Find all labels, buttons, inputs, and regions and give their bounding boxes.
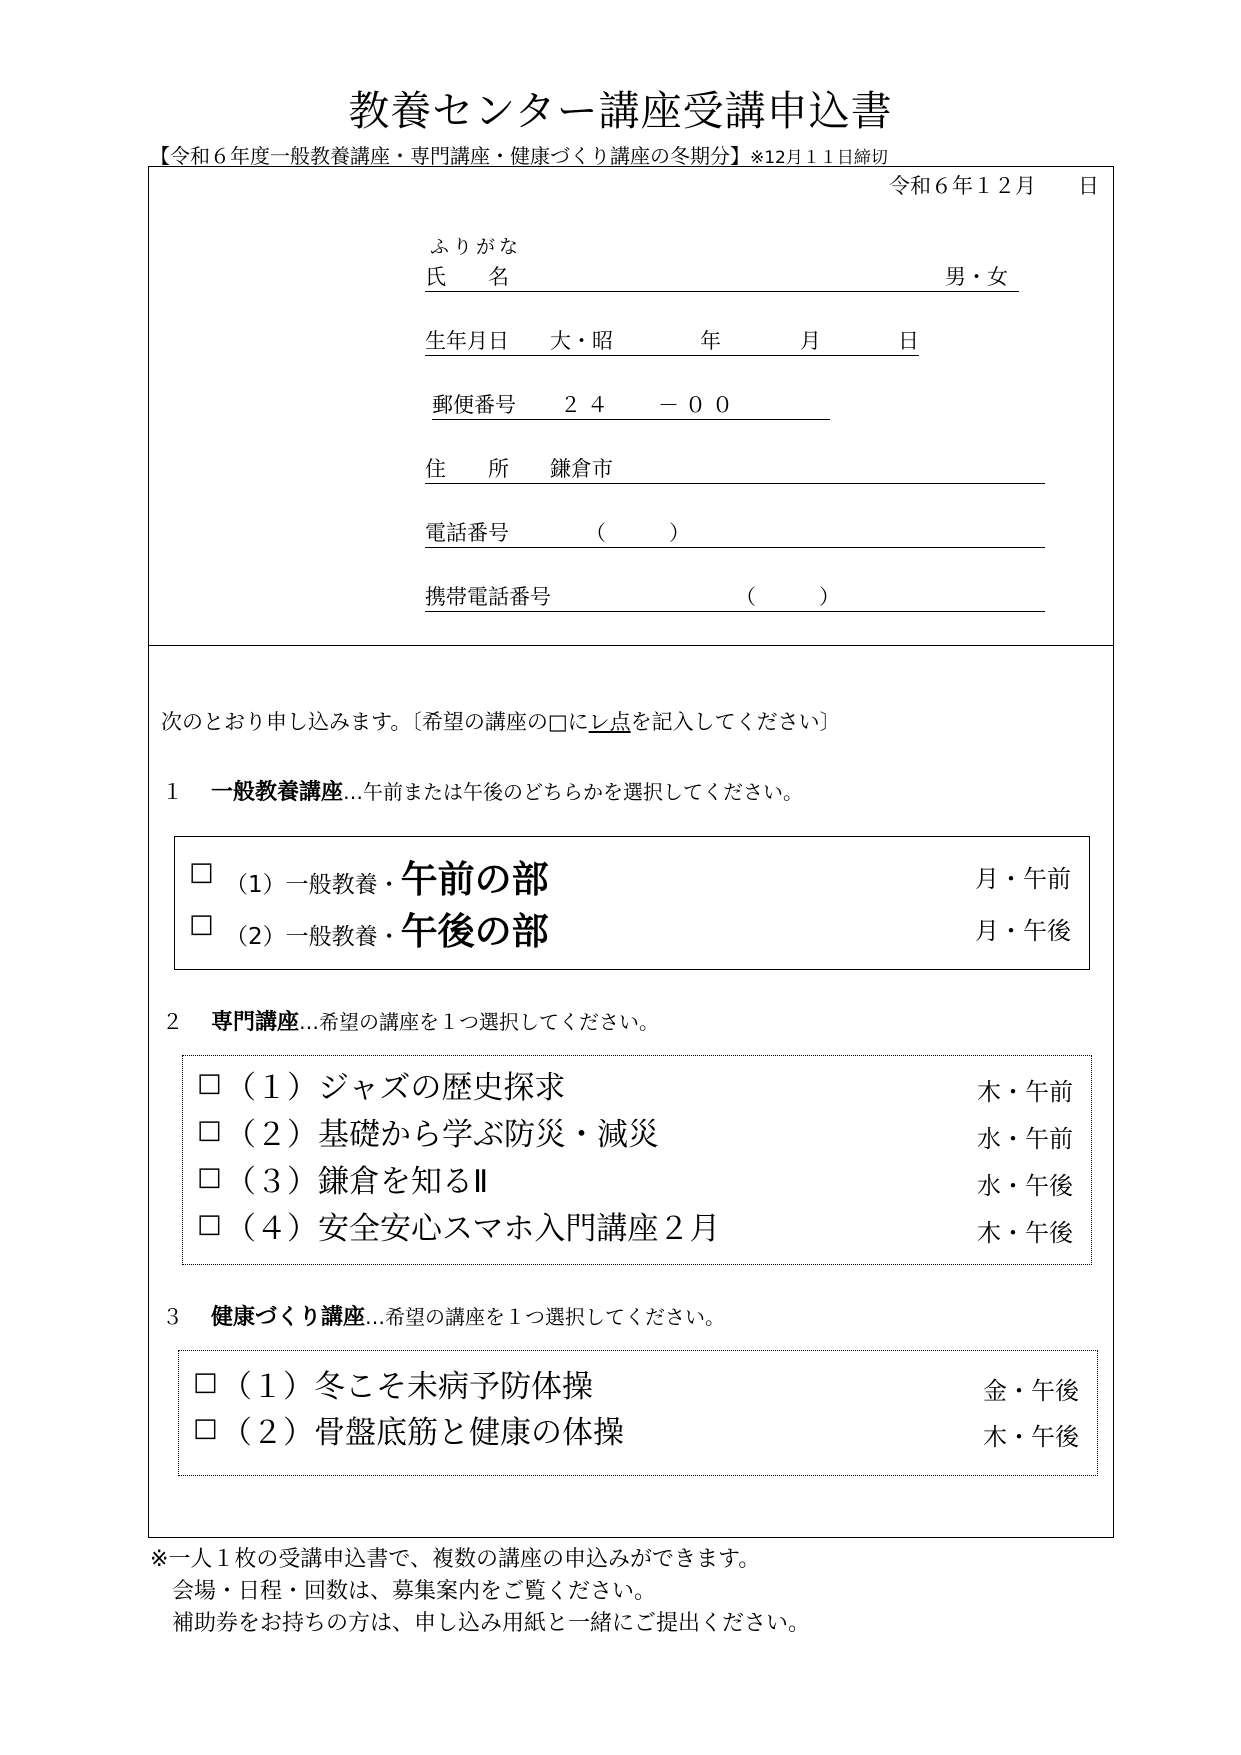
course-prefix: 一般教養・ bbox=[285, 872, 401, 898]
course-option[interactable] bbox=[179, 1407, 1097, 1457]
course-checkbox[interactable]: □ bbox=[189, 857, 214, 887]
course-number: （２） bbox=[221, 1415, 314, 1451]
instruction-before: 次のとおり申し込みます。〔希望の講座の□に bbox=[161, 710, 589, 734]
section-number: ２ bbox=[162, 1010, 183, 1034]
section-number: ３ bbox=[162, 1305, 183, 1329]
course-option-general-am[interactable] bbox=[175, 849, 1089, 899]
name-field[interactable] bbox=[425, 263, 1019, 292]
course-option[interactable] bbox=[179, 1361, 1097, 1411]
address-field[interactable] bbox=[425, 455, 1045, 484]
birth-era-choice[interactable]: 大・昭 bbox=[550, 329, 613, 353]
instruction-text bbox=[161, 706, 841, 736]
mobile-phone-field[interactable] bbox=[425, 583, 1045, 612]
course-title: 骨盤底筋と健康の体操 bbox=[314, 1415, 624, 1451]
course-label bbox=[225, 1203, 720, 1248]
section-health-heading bbox=[162, 1300, 725, 1331]
course-title: 基礎から学ぶ防災・減災 bbox=[318, 1117, 659, 1153]
course-checkbox[interactable]: □ bbox=[193, 1367, 218, 1397]
name-label: 氏 名 bbox=[425, 265, 509, 289]
section-general-heading bbox=[162, 775, 803, 806]
deadline-note: ※12月１１日締切 bbox=[750, 148, 888, 168]
phone-label: 電話番号 bbox=[425, 521, 509, 545]
birthdate-label: 生年月日 bbox=[425, 329, 509, 353]
course-schedule: 月・午後 bbox=[975, 917, 1071, 945]
course-option-general-pm[interactable] bbox=[175, 901, 1089, 951]
course-prefix: 一般教養・ bbox=[285, 924, 401, 950]
course-schedule: 木・午後 bbox=[977, 1219, 1073, 1247]
postal-code-field[interactable] bbox=[432, 391, 830, 420]
course-title: ジャズの歴史探求 bbox=[318, 1070, 566, 1106]
course-number: （1） bbox=[225, 872, 286, 898]
course-label bbox=[225, 1109, 659, 1154]
instruction-emphasis: レ点 bbox=[588, 710, 631, 734]
course-title: 午前の部 bbox=[400, 858, 549, 901]
footer-note: 会場・日程・回数は、募集案内をご覧ください。 bbox=[150, 1579, 657, 1604]
footer-note: ※一人１枚の受講申込書で、複数の講座の申込みができます。 bbox=[150, 1547, 761, 1572]
course-label bbox=[225, 1156, 488, 1201]
course-option[interactable] bbox=[183, 1203, 1091, 1253]
postal-suffix: －００ bbox=[658, 393, 739, 417]
course-option[interactable] bbox=[183, 1156, 1091, 1206]
subtitle-text: 【令和６年度一般教養講座・専門講座・健康づくり講座の冬期分】 bbox=[150, 144, 750, 168]
course-title: 冬こそ未病予防体操 bbox=[314, 1369, 593, 1405]
section-name: 一般教養講座 bbox=[211, 780, 344, 805]
course-checkbox[interactable]: □ bbox=[197, 1162, 222, 1192]
footer-notes bbox=[150, 1544, 810, 1640]
application-date[interactable]: 令和６年１２月 日 bbox=[889, 174, 1099, 198]
section-number: １ bbox=[162, 780, 183, 804]
section-note: …午前または午後のどちらかを選択してください。 bbox=[343, 780, 804, 804]
section-note: …希望の講座を１つ選択してください。 bbox=[299, 1010, 660, 1034]
birth-month-unit: 月 bbox=[800, 329, 821, 353]
postal-label: 郵便番号 bbox=[432, 393, 516, 417]
course-schedule: 水・午前 bbox=[977, 1125, 1073, 1153]
section-health-options bbox=[178, 1350, 1098, 1476]
section-name: 健康づくり講座 bbox=[211, 1305, 366, 1330]
course-label bbox=[221, 1407, 624, 1452]
form-divider bbox=[148, 645, 1114, 646]
section-general-options bbox=[174, 836, 1090, 970]
course-number: （４） bbox=[225, 1211, 318, 1247]
footer-note: 補助券をお持ちの方は、申し込み用紙と一緒にご提出ください。 bbox=[150, 1611, 811, 1636]
course-label bbox=[225, 849, 549, 903]
section-special-options bbox=[182, 1055, 1092, 1265]
form-title: 教養センター講座受講申込書 bbox=[348, 87, 893, 135]
course-number: （２） bbox=[225, 1117, 318, 1153]
course-checkbox[interactable]: □ bbox=[193, 1413, 218, 1443]
course-schedule: 木・午後 bbox=[983, 1423, 1079, 1451]
mobile-label: 携帯電話番号 bbox=[425, 585, 551, 609]
course-label bbox=[225, 1062, 565, 1107]
address-label: 住 所 bbox=[425, 457, 509, 481]
gender-choice[interactable]: 男・女 bbox=[945, 265, 1008, 289]
course-title: 鎌倉を知るⅡ bbox=[318, 1164, 489, 1200]
course-checkbox[interactable]: □ bbox=[197, 1115, 222, 1145]
mobile-area-code: （ ） bbox=[735, 585, 840, 609]
course-number: （１） bbox=[225, 1070, 318, 1106]
birth-year-unit: 年 bbox=[700, 329, 721, 353]
phone-field[interactable] bbox=[425, 519, 1045, 548]
section-special-heading bbox=[162, 1005, 659, 1036]
section-name: 専門講座 bbox=[211, 1010, 300, 1035]
birth-day-unit: 日 bbox=[898, 329, 919, 353]
course-label bbox=[225, 901, 549, 955]
course-checkbox[interactable]: □ bbox=[189, 909, 214, 939]
course-title: 安全安心スマホ入門講座２月 bbox=[318, 1211, 721, 1247]
course-schedule: 木・午前 bbox=[977, 1078, 1073, 1106]
course-number: （2） bbox=[225, 924, 286, 950]
course-schedule: 金・午後 bbox=[983, 1377, 1079, 1405]
course-schedule: 水・午後 bbox=[977, 1172, 1073, 1200]
course-option[interactable] bbox=[183, 1109, 1091, 1159]
course-schedule: 月・午前 bbox=[975, 865, 1071, 893]
instruction-after: を記入してください〕 bbox=[630, 710, 841, 734]
phone-area-code: （ ） bbox=[585, 521, 690, 545]
form-subtitle bbox=[150, 140, 888, 169]
birthdate-field[interactable] bbox=[425, 327, 919, 356]
course-option[interactable] bbox=[183, 1062, 1091, 1112]
course-title: 午後の部 bbox=[400, 910, 549, 953]
course-label bbox=[221, 1361, 593, 1406]
address-city: 鎌倉市 bbox=[550, 457, 613, 481]
course-number: （１） bbox=[221, 1369, 314, 1405]
furigana-label: ふりがな bbox=[430, 236, 523, 258]
course-checkbox[interactable]: □ bbox=[197, 1068, 222, 1098]
course-number: （３） bbox=[225, 1164, 318, 1200]
postal-prefix: ２４ bbox=[560, 393, 614, 417]
section-note: …希望の講座を１つ選択してください。 bbox=[365, 1305, 726, 1329]
course-checkbox[interactable]: □ bbox=[197, 1209, 222, 1239]
